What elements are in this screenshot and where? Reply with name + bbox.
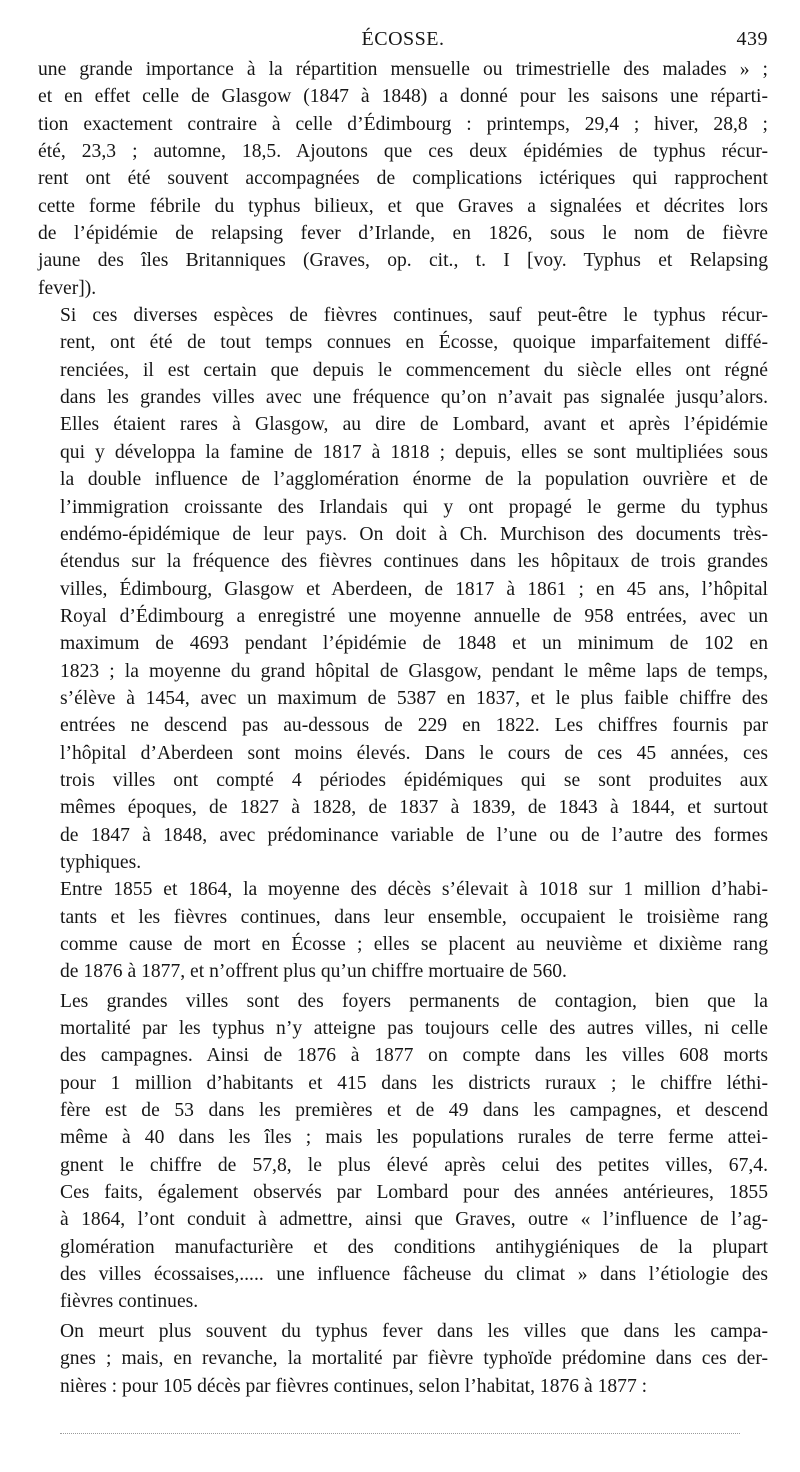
text-line: de l’épidémie de relapsing fever d’Irlande, en 1826, sous le nom de fièvre	[38, 223, 768, 245]
text-line: des villes écossaises,..... une influence fâcheuse du climat » dans l’étiologie des	[60, 1264, 768, 1286]
text-line: des campagnes. Ainsi de 1876 à 1877 on compte dans les villes 608 morts	[60, 1045, 768, 1067]
paragraph	[38, 988, 768, 1316]
text-line: l’hôpital d’Aberdeen sont moins élevés. Dans le cours de ces 45 années, ces	[60, 742, 768, 764]
text-line: Ces faits, également observés par Lombard pour des années antérieures, 1855	[60, 1182, 768, 1204]
text-line: et en effet celle de Glasgow (1847 à 1848) a donné pour les saisons une réparti-	[38, 86, 768, 108]
text-line: pour 1 million d’habitants et 415 dans les districts ruraux ; le chiffre léthi-	[60, 1072, 768, 1094]
text-line: la double influence de l’agglomération énorme de la population ouvrière et de	[60, 469, 768, 491]
paragraph	[38, 56, 768, 302]
text-line: comme cause de mort en Écosse ; elles se placent au neuvième et dixième rang	[60, 934, 768, 955]
text-line: gnent le chiffre de 57,8, le plus élevé après celui des petites villes, 67,4.	[60, 1154, 768, 1176]
text-line: tants et les fièvres continues, dans leur ensemble, occupaient le troisième rang	[60, 906, 768, 928]
text-line: Royal d’Édimbourg a enregistré une moyenne annuelle de 958 entrées, avec un	[60, 605, 768, 627]
page-number: 439	[736, 28, 768, 50]
text-line: de 1876 à 1877, et n’offrent plus qu’un chiffre mortuaire de 560.	[60, 961, 567, 983]
body-text	[38, 56, 768, 1400]
text-line: de 1847 à 1848, avec prédominance variable de l’une ou de l’autre des formes	[60, 824, 768, 846]
text-line: Les grandes villes sont des foyers permanents de contagion, bien que la	[60, 990, 768, 1012]
page-header	[38, 22, 768, 56]
text-line: Si ces diverses espèces de fièvres continues, sauf peut-être le typhus récur-	[60, 305, 768, 327]
text-line: endémo-épidémique de leur pays. On doit à Ch. Murchison des documents très-	[60, 523, 768, 545]
text-line: fère est de 53 dans les premières et de 49 dans les campagnes, et descend	[60, 1100, 768, 1122]
text-line: été, 23,3 ; automne, 18,5. Ajoutons que ces deux épidémies de typhus récur-	[38, 141, 768, 163]
text-line: cette forme fébrile du typhus bilieux, et que Graves a signalées et décrites lors	[38, 195, 768, 217]
text-line: Elles étaient rares à Glasgow, au dire de Lombard, avant et après l’épidémie	[60, 414, 768, 436]
text-line: rent ont été souvent accompagnées de complications ictériques qui rapprochent	[38, 168, 768, 190]
text-line: à 1864, l’ont conduit à admettre, ainsi que Graves, outre « l’influence de l’ag-	[60, 1209, 768, 1231]
text-line: entrées ne descend pas au-dessous de 229 en 1822. Les chiffres fournis par	[60, 715, 768, 737]
text-line: jaune des îles Britanniques (Graves, op. cit., t. I [voy. Typhus et Relapsing	[38, 250, 768, 272]
text-line: renciées, il est certain que depuis le commencement du siècle elles ont régné	[60, 359, 768, 381]
text-line: gnes ; mais, en revanche, la mortalité par fièvre typhoïde prédomine dans ces der-	[60, 1348, 768, 1370]
text-line: tion exactement contraire à celle d’Édimbourg : printemps, 29,4 ; hiver, 28,8 ;	[38, 113, 768, 135]
text-line: glomération manufacturière et des conditions antihygiéniques de la plupart	[60, 1236, 768, 1258]
text-line: trois villes ont compté 4 périodes épidémiques qui se sont produites aux	[60, 769, 768, 791]
text-line: fever]).	[38, 277, 97, 299]
text-line: On meurt plus souvent du typhus fever dans les villes que dans les campa-	[60, 1320, 768, 1342]
text-line: nières : pour 105 décès par fièvres continues, selon l’habitat, 1876 à 1877 :	[60, 1375, 648, 1397]
text-line: qui y développa la famine de 1817 à 1818 ; depuis, elles se sont multipliées sous	[60, 441, 768, 463]
running-head: ÉCOSSE.	[361, 28, 445, 50]
text-line: maximum de 4693 pendant l’épidémie de 1848 et un minimum de 102 en	[60, 633, 768, 655]
footer-dotted-rule	[60, 1433, 740, 1434]
text-line: villes, Édimbourg, Glasgow et Aberdeen, de 1817 à 1861 ; en 45 ans, l’hôpital	[60, 578, 768, 600]
text-line: dans les grandes villes avec une fréquence qu’on n’avait pas signalée jusqu’alors.	[60, 387, 768, 409]
text-line: fièvres continues.	[60, 1291, 199, 1313]
text-line: même à 40 dans les îles ; mais les populations rurales de terre ferme attei-	[60, 1127, 768, 1149]
paragraph	[38, 1318, 768, 1400]
text-line: typhiques.	[60, 851, 142, 873]
text-line: s’élève à 1454, avec un maximum de 5387 en 1837, et le plus faible chiffre des	[60, 687, 768, 709]
text-line: l’immigration croissante des Irlandais qui y ont propagé le germe du typhus	[60, 496, 768, 518]
book-page	[38, 22, 768, 1400]
text-line: une grande importance à la répartition mensuelle ou trimestrielle des malades » ;	[38, 59, 768, 80]
text-line: 1823 ; la moyenne du grand hôpital de Glasgow, pendant le même laps de temps,	[60, 660, 768, 682]
text-line: mêmes époques, de 1827 à 1828, de 1837 à 1839, de 1843 à 1844, et surtout	[60, 797, 768, 819]
text-line: rent, ont été de tout temps connues en Écosse, quoique imparfaitement diffé-	[60, 332, 768, 354]
text-line: Entre 1855 et 1864, la moyenne des décès s’élevait à 1018 sur 1 million d’habi-	[60, 879, 768, 901]
paragraph	[38, 302, 768, 876]
paragraph	[38, 876, 768, 985]
text-line: mortalité par les typhus n’y atteigne pas toujours celle des autres villes, ni celle	[60, 1018, 768, 1040]
text-line: étendus sur la fréquence des fièvres continues dans les hôpitaux de trois grandes	[60, 551, 768, 573]
